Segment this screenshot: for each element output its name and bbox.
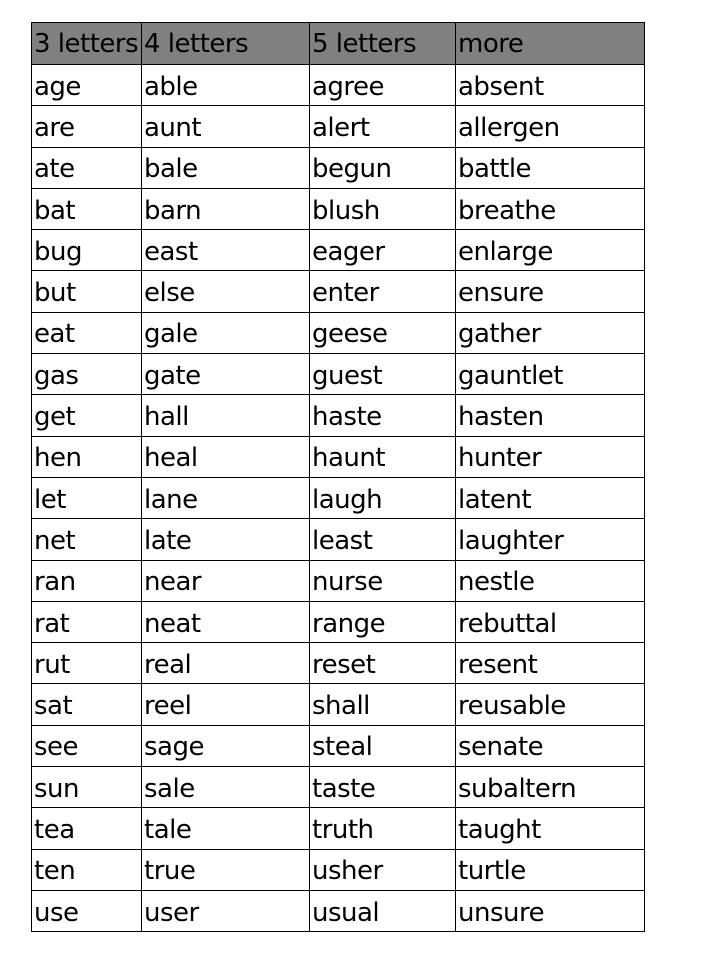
3-letter-word-cell: age xyxy=(32,65,142,106)
4-letter-word-cell: reel xyxy=(142,684,310,725)
4-letter-word-cell: gale xyxy=(142,312,310,353)
4-letter-word-cell: bale xyxy=(142,147,310,188)
table-row xyxy=(32,601,645,642)
long-word-cell: enlarge xyxy=(456,230,645,271)
long-word-cell: laughter xyxy=(456,519,645,560)
table-row xyxy=(32,188,645,229)
long-word-cell: unsure xyxy=(456,890,645,931)
table-row xyxy=(32,436,645,477)
long-word-cell: absent xyxy=(456,65,645,106)
table-row xyxy=(32,849,645,890)
long-word-cell: hasten xyxy=(456,395,645,436)
table-row xyxy=(32,890,645,931)
3-letter-word-cell: sat xyxy=(32,684,142,725)
long-word-cell: breathe xyxy=(456,188,645,229)
5-letter-word-cell: guest xyxy=(310,354,456,395)
long-word-cell: latent xyxy=(456,477,645,518)
5-letter-word-cell: geese xyxy=(310,312,456,353)
table-row xyxy=(32,354,645,395)
3-letter-word-cell: but xyxy=(32,271,142,312)
table-row xyxy=(32,767,645,808)
4-letter-word-cell: able xyxy=(142,65,310,106)
3-letter-word-cell: net xyxy=(32,519,142,560)
5-letter-word-cell: haunt xyxy=(310,436,456,477)
5-letter-word-cell: usher xyxy=(310,849,456,890)
long-word-cell: subaltern xyxy=(456,767,645,808)
header-row xyxy=(32,23,645,65)
4-letter-word-cell: real xyxy=(142,643,310,684)
4-letter-word-cell: aunt xyxy=(142,106,310,147)
3-letter-word-cell: ten xyxy=(32,849,142,890)
long-word-cell: hunter xyxy=(456,436,645,477)
5-letter-word-cell: eager xyxy=(310,230,456,271)
3-letter-word-cell: let xyxy=(32,477,142,518)
long-word-cell: reusable xyxy=(456,684,645,725)
5-letter-word-cell: agree xyxy=(310,65,456,106)
4-letter-word-cell: heal xyxy=(142,436,310,477)
3-letter-word-cell: hen xyxy=(32,436,142,477)
4-letter-word-cell: sage xyxy=(142,725,310,766)
table-row xyxy=(32,725,645,766)
table-row xyxy=(32,808,645,849)
long-word-cell: nestle xyxy=(456,560,645,601)
4-letter-word-cell: sale xyxy=(142,767,310,808)
5-letter-word-cell: least xyxy=(310,519,456,560)
4-letter-word-cell: late xyxy=(142,519,310,560)
table-body xyxy=(32,65,645,932)
word-list-table xyxy=(31,22,645,932)
4-letter-word-cell: east xyxy=(142,230,310,271)
4-letter-word-cell: user xyxy=(142,890,310,931)
3-letter-word-cell: use xyxy=(32,890,142,931)
3-letter-word-cell: eat xyxy=(32,312,142,353)
3-letter-word-cell: ate xyxy=(32,147,142,188)
3-letter-word-cell: see xyxy=(32,725,142,766)
table-row xyxy=(32,312,645,353)
table-row xyxy=(32,230,645,271)
4-letter-word-cell: hall xyxy=(142,395,310,436)
3-letter-word-cell: bug xyxy=(32,230,142,271)
long-word-cell: gauntlet xyxy=(456,354,645,395)
4-letter-word-cell: true xyxy=(142,849,310,890)
long-word-cell: gather xyxy=(456,312,645,353)
3-letter-word-cell: rut xyxy=(32,643,142,684)
3-letter-word-cell: bat xyxy=(32,188,142,229)
long-word-cell: allergen xyxy=(456,106,645,147)
3-letter-word-cell: are xyxy=(32,106,142,147)
5-letter-word-cell: begun xyxy=(310,147,456,188)
5-letter-word-cell: alert xyxy=(310,106,456,147)
3-letter-word-cell: tea xyxy=(32,808,142,849)
3-letter-word-cell: ran xyxy=(32,560,142,601)
long-word-cell: rebuttal xyxy=(456,601,645,642)
long-word-cell: ensure xyxy=(456,271,645,312)
table-row xyxy=(32,560,645,601)
table-row xyxy=(32,147,645,188)
column-header-3-letters: 3 letters xyxy=(32,23,142,65)
4-letter-word-cell: gate xyxy=(142,354,310,395)
3-letter-word-cell: gas xyxy=(32,354,142,395)
5-letter-word-cell: enter xyxy=(310,271,456,312)
table-row xyxy=(32,271,645,312)
5-letter-word-cell: laugh xyxy=(310,477,456,518)
column-header-more: more xyxy=(456,23,645,65)
5-letter-word-cell: reset xyxy=(310,643,456,684)
5-letter-word-cell: blush xyxy=(310,188,456,229)
3-letter-word-cell: sun xyxy=(32,767,142,808)
5-letter-word-cell: taste xyxy=(310,767,456,808)
table-row xyxy=(32,65,645,106)
long-word-cell: taught xyxy=(456,808,645,849)
5-letter-word-cell: steal xyxy=(310,725,456,766)
column-header-4-letters: 4 letters xyxy=(142,23,310,65)
4-letter-word-cell: barn xyxy=(142,188,310,229)
table-row xyxy=(32,395,645,436)
5-letter-word-cell: truth xyxy=(310,808,456,849)
4-letter-word-cell: else xyxy=(142,271,310,312)
4-letter-word-cell: tale xyxy=(142,808,310,849)
3-letter-word-cell: rat xyxy=(32,601,142,642)
long-word-cell: turtle xyxy=(456,849,645,890)
column-header-5-letters: 5 letters xyxy=(310,23,456,65)
5-letter-word-cell: nurse xyxy=(310,560,456,601)
5-letter-word-cell: range xyxy=(310,601,456,642)
5-letter-word-cell: shall xyxy=(310,684,456,725)
4-letter-word-cell: neat xyxy=(142,601,310,642)
table-row xyxy=(32,519,645,560)
5-letter-word-cell: usual xyxy=(310,890,456,931)
4-letter-word-cell: lane xyxy=(142,477,310,518)
long-word-cell: resent xyxy=(456,643,645,684)
table-row xyxy=(32,684,645,725)
long-word-cell: senate xyxy=(456,725,645,766)
long-word-cell: battle xyxy=(456,147,645,188)
4-letter-word-cell: near xyxy=(142,560,310,601)
table-row xyxy=(32,643,645,684)
3-letter-word-cell: get xyxy=(32,395,142,436)
5-letter-word-cell: haste xyxy=(310,395,456,436)
table-row xyxy=(32,106,645,147)
table-row xyxy=(32,477,645,518)
